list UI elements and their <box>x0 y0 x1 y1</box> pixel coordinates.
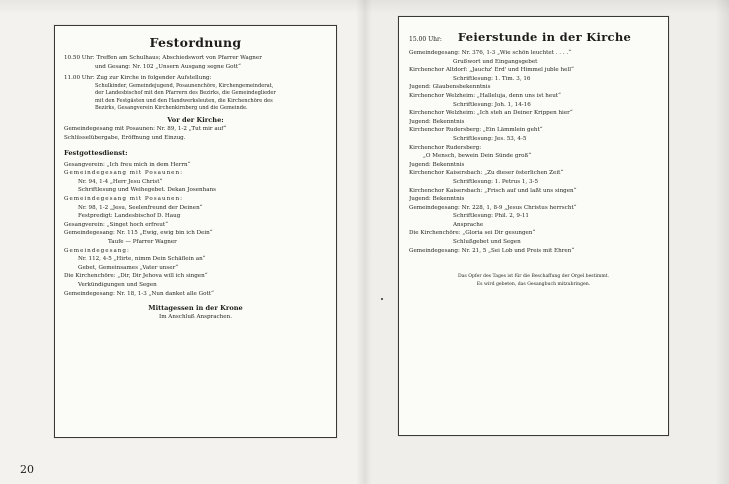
schedule-line: und Gesang: Nr. 102 „Unsern Ausgang segne Gott“ <box>95 63 241 70</box>
program-line: Schriftlesung: Jes. 53, 4-5 <box>453 135 527 142</box>
program-line: Schriftlesung: Joh. 1, 14-16 <box>453 101 531 108</box>
program-line: Jugend: Glaubensbekenntnis <box>409 84 491 91</box>
program-line: Verkündigungen und Segen <box>78 281 157 288</box>
print-speck <box>381 298 383 300</box>
program-line: Jugend: Bekenntnis <box>409 196 465 203</box>
program-line: Gemeindegesang: Nr. 376, 1-3 „Wie schön leuchtet . . . .“ <box>409 50 572 56</box>
program-line: Die Kirchenchöre: „Gloria sei Dir gesungen“ <box>409 230 536 237</box>
footer-note: Das Opfer des Tages ist für die Beschaffung der Orgel bestimmt. <box>458 274 609 280</box>
program-line: Die Kirchenchöre: „Dir, Dir Jehova will ich singen“ <box>64 273 208 280</box>
program-line: Kirchenchor Kaisersbach: „Zu dieser österlichen Zeit“ <box>409 170 564 177</box>
program-line: Gemeindegesang: Nr. 21, 5 „Sei Lob und Preis mit Ehren“ <box>409 247 575 254</box>
program-line: Gesangverein: „Singet hoch erfreut“ <box>64 221 168 228</box>
program-line: Jugend: Bekenntnis <box>409 161 465 168</box>
procession-line: der Landesbischof mit den Pfarrern des Bezirks, die Gemeindeglieder <box>95 90 276 97</box>
program-line: Nr. 94, 1-4 „Herr Jesu Christ“ <box>78 178 163 185</box>
program-line: Kirchenchor Welzheim: „Halleluja, denn uns ist heut“ <box>409 92 561 99</box>
program-line: Gemeindegesang: Nr. 115 „Ewig, ewig bin ich Dein“ <box>64 230 213 237</box>
procession-line: Bezirks, Gesangverein Kirchenkirnberg und die Gemeinde. <box>95 105 248 111</box>
footer-note: Es wird gebeten, das Gesangbuch mitzubringen. <box>476 282 591 288</box>
program-line: Gemeindegesang mit Posaunen: <box>64 170 183 177</box>
top-edge-shadow <box>0 0 729 14</box>
program-line: Gemeindegesang mit Posaunen: <box>64 195 183 202</box>
before-church-block <box>64 125 327 142</box>
program-line: Kirchenchor Welzheim: „Ich steh an Deiner Krippen hier“ <box>409 110 573 117</box>
program-line: Ansprache <box>453 221 484 228</box>
festordnung-card <box>54 25 337 438</box>
section-heading: Mittagessen in der Krone <box>148 304 243 313</box>
program-line: Jugend: Bekenntnis <box>409 118 465 125</box>
program-line: Kirchenchor Altdorf: „Jauchz' Erd' und Himmel juble hell“ <box>409 67 574 74</box>
program-line: Schlußgebet und Segen <box>453 239 521 246</box>
schedule-line: 10.50 Uhr: Treffen am Schulhaus; Abschiedswort von Pfarrer Wagner <box>64 55 262 61</box>
schedule-line: 11.00 Uhr: Zug zur Kirche in folgender Aufstellung: <box>64 75 212 82</box>
program-line: Kirchenchor Kaisersbach: „Frisch auf und laßt uns singen“ <box>409 187 577 194</box>
program-line: Grußwort und Eingangsgebet <box>453 58 538 65</box>
program-line: Nr. 112, 4-5 „Hirte, nimm Dein Schäflein an“ <box>78 256 206 263</box>
feierstunde-header <box>409 30 658 44</box>
program-line: Schriftlesung: Phil. 2, 9-11 <box>453 213 529 220</box>
program-line: Festpredigt: Landesbischof D. Haug <box>78 213 181 220</box>
schedule-block <box>64 54 327 112</box>
page-edge-shadow <box>715 0 729 484</box>
program-line: Kirchenchor Rudersberg: „Ein Lämmlein geht“ <box>409 127 543 134</box>
page-number: 20 <box>20 463 34 476</box>
program-line: Gemeindegesang: Nr. 228, 1, 8-9 „Jesus Christus herrscht“ <box>409 204 577 211</box>
program-line: Schlüsselübergabe, Eröffnung und Einzug. <box>64 135 186 141</box>
start-time: 15.00 Uhr: <box>409 36 442 43</box>
program-line: Gebet, Gemeinsames „Vater unser“ <box>78 264 179 271</box>
program-line: Gesangverein: „Ich freu mich in dem Herrn“ <box>64 161 191 168</box>
program-line: Nr. 98, 1-2 „Jesu, Seelenfreund der Deinen“ <box>78 204 203 211</box>
program-line: Gemeindegesang mit Posaunen: Nr. 89, 1-2 „Tut mir auf“ <box>64 126 227 133</box>
program-line: Gemeindegesang: Nr. 18, 1-3 „Nun danket alle Gott“ <box>64 290 214 297</box>
book-gutter <box>356 0 372 484</box>
program-line: Gemeindegesang: <box>64 247 130 254</box>
program-line: Kirchenchor Rudersberg: <box>409 144 482 151</box>
feierstunde-program <box>409 49 658 255</box>
feierstunde-card <box>398 16 669 436</box>
festordnung-title: Festordnung <box>149 35 242 50</box>
closing-line: Im Anschluß Ansprachen. <box>159 314 232 321</box>
program-line: Taufe — Pfarrer Wagner <box>108 238 177 245</box>
section-heading: Vor der Kirche: <box>167 116 224 125</box>
feierstunde-footer <box>409 273 658 289</box>
procession-line: mit den Festgästen und den Handwerksleuten, die Kirchenchöre des <box>95 97 273 104</box>
section-heading: Festgottesdienst: <box>64 148 128 157</box>
program-line: Schriftlesung und Weihegebet. Dekan Josenhans <box>78 187 217 194</box>
program-line: „O Mensch, bewein Dein Sünde groß“ <box>423 153 532 160</box>
feierstunde-title: Feierstunde in der Kirche <box>457 30 632 44</box>
program-line: Schriftlesung: 1. Tim. 3, 16 <box>453 75 531 82</box>
program-line: Schriftlesung: 1. Petrus 1, 3-5 <box>453 178 539 185</box>
service-block <box>64 161 327 299</box>
procession-line: Schulkinder, Gemeindejugend, Posaunenchöre, Kirchengemeinderat, <box>95 82 274 89</box>
